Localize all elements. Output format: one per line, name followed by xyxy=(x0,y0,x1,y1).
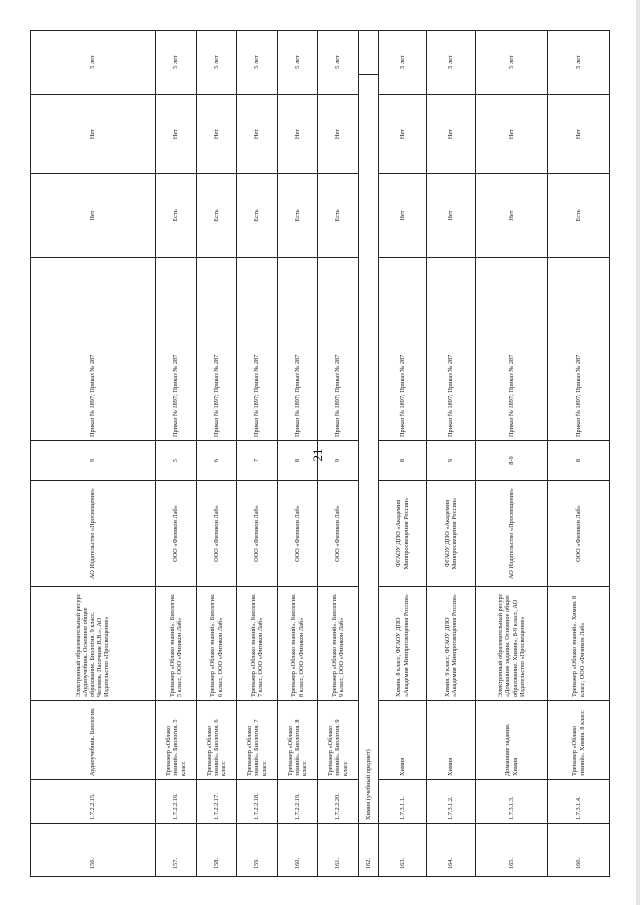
extra-flag: Нет xyxy=(427,94,475,173)
resource-name: Тренажер «Облако знаний». Биология. 7 класс xyxy=(237,700,277,779)
page-number: 21 xyxy=(310,448,325,462)
row-code: 1.7.2.2.18. xyxy=(237,779,277,823)
resource-description: Электронный образовательный ресурс «Аудиоучебник. Основное общее образование. Биология. 9 класс. Человек. Пасечник В.В.», АО Издательство «Просвещение» xyxy=(30,586,155,700)
resource-name: Тренажер «Облако знаний». Биология. 6 класс xyxy=(197,700,236,779)
grade: 7 xyxy=(237,440,277,480)
grade: 9 xyxy=(30,440,155,480)
order-reference: Приказ № 1897; Приказ № 287 xyxy=(197,257,236,440)
availability: Есть xyxy=(197,173,236,257)
order-reference: Приказ № 1897; Приказ № 287 xyxy=(318,257,358,440)
grade: 6 xyxy=(197,440,236,480)
order-reference: Приказ № 1897; Приказ № 287 xyxy=(30,257,155,440)
resource-name: Тренажер «Облако знаний». Биология. 5 класс xyxy=(156,700,196,779)
row-number: 161. xyxy=(318,823,358,877)
term: 5 лет xyxy=(88,55,96,69)
extra-flag: Нет xyxy=(237,94,277,173)
resource-name: Тренажер «Облако знаний». Химия. 8 класс xyxy=(548,700,609,779)
row-code: 1.7.3.1.2. xyxy=(427,779,475,823)
extra-flag: Нет xyxy=(476,94,547,173)
availability: Есть xyxy=(237,173,277,257)
rotated-table xyxy=(30,30,610,877)
row-code: 1.7.2.2.17. xyxy=(197,779,236,823)
section-title: Химия (учебный предмет) xyxy=(359,74,378,823)
row-number: 159. xyxy=(237,823,277,877)
availability: Есть xyxy=(318,173,358,257)
row-number: 160. xyxy=(278,823,317,877)
availability: Есть xyxy=(548,173,609,257)
term: 5 лет xyxy=(398,55,406,69)
order-reference: Приказ № 1897; Приказ № 287 xyxy=(379,257,426,440)
publisher: ООО «Физикон Лаб» xyxy=(548,480,609,586)
extra-flag: Нет xyxy=(197,94,236,173)
resource-name: Домашние задания. Химия xyxy=(476,700,547,779)
resource-description: Тренажер «Облако знаний». Биология. 6 класс, ООО «Физикон Лаб» xyxy=(197,586,236,700)
resource-description: Тренажер «Облако знаний». Биология. 9 класс, ООО «Физикон Лаб» xyxy=(318,586,358,700)
row-number: 164. xyxy=(427,823,475,877)
availability: Нет xyxy=(476,173,547,257)
resource-description: Электронный образовательный ресурс «Домашние задания. Основное общее образование. Химия», 8-9 класс, АО Издательство «Просвещение» xyxy=(476,586,547,700)
term: 5 лет xyxy=(574,55,582,69)
extra-flag: Нет xyxy=(30,94,155,173)
resource-description: Химия. 9 класс, ФГАОУ ДПО «Академия Минпросвещения России» xyxy=(427,586,475,700)
resource-name: Тренажер «Облако знаний». Биология. 9 класс xyxy=(318,700,358,779)
publisher: ООО «Физикон Лаб» xyxy=(237,480,277,586)
row-number: 162. xyxy=(359,823,378,877)
order-reference: Приказ № 1897; Приказ № 287 xyxy=(237,257,277,440)
resource-name: Химия xyxy=(427,700,475,779)
row-code: 1.7.2.2.19. xyxy=(278,779,317,823)
order-reference: Приказ № 1897; Приказ № 287 xyxy=(427,257,475,440)
order-reference: Приказ № 1897; Приказ № 287 xyxy=(548,257,609,440)
resource-name: Тренажер «Облако знаний». Биология. 8 класс xyxy=(278,700,317,779)
term: 5 лет xyxy=(172,55,180,69)
resource-description: Тренажер «Облако знаний». Биология. 7 класс, ООО «Физикон Лаб» xyxy=(237,586,277,700)
resource-description: Тренажер «Облако знаний». Биология. 8 класс, ООО «Физикон Лаб» xyxy=(278,586,317,700)
resource-description: Тренажер «Облако знаний». Химия. 8 класс, ООО «Физикон Лаб» xyxy=(548,586,609,700)
order-reference: Приказ № 1897; Приказ № 287 xyxy=(476,257,547,440)
availability: Есть xyxy=(156,173,196,257)
resource-name: Химия xyxy=(379,700,426,779)
extra-flag: Нет xyxy=(156,94,196,173)
grade: 5 xyxy=(156,440,196,480)
grade: 8-9 xyxy=(476,440,547,480)
row-number: 158. xyxy=(197,823,236,877)
row-code: 1.7.3.1.3. xyxy=(476,779,547,823)
row-number: 165. xyxy=(476,823,547,877)
publisher: ООО «Физикон Лаб» xyxy=(318,480,358,586)
grade: 9 xyxy=(427,440,475,480)
resource-name: Аудиоучебник. Биология. xyxy=(30,700,155,779)
term: 5 лет xyxy=(293,55,301,69)
availability: Нет xyxy=(427,173,475,257)
extra-flag: Нет xyxy=(318,94,358,173)
term: 5 лет xyxy=(334,55,342,69)
publisher: ФГАОУ ДПО «Академия Минпросвещения России» xyxy=(379,480,426,586)
grade: 9 xyxy=(318,440,358,480)
row-code: 1.7.2.2.16. xyxy=(156,779,196,823)
row-code: 1.7.3.1.4. xyxy=(548,779,609,823)
row-code: 1.7.3.1.1. xyxy=(379,779,426,823)
publisher: ФГАОУ ДПО «Академия Минпросвещения России» xyxy=(427,480,475,586)
grade: 8 xyxy=(379,440,426,480)
term: 5 лет xyxy=(447,55,455,69)
publisher: ООО «Физикон Лаб» xyxy=(156,480,196,586)
table-frame xyxy=(30,30,610,877)
grade: 8 xyxy=(548,440,609,480)
publisher: ООО «Физикон Лаб» xyxy=(197,480,236,586)
row-code: 1.7.2.2.20. xyxy=(318,779,358,823)
term: 5 лет xyxy=(253,55,261,69)
row-number: 163. xyxy=(379,823,426,877)
resource-description: Химия. 8 класс, ФГАОУ ДПО «Академия Минпросвещения России» xyxy=(379,586,426,700)
extra-flag: Нет xyxy=(379,94,426,173)
availability: Нет xyxy=(30,173,155,257)
availability: Есть xyxy=(278,173,317,257)
term: 5 лет xyxy=(212,55,220,69)
row-number: 157. xyxy=(156,823,196,877)
order-reference: Приказ № 1897; Приказ № 287 xyxy=(278,257,317,440)
publisher: АО Издательство «Просвещение» xyxy=(476,480,547,586)
extra-flag: Нет xyxy=(278,94,317,173)
extra-flag: Нет xyxy=(548,94,609,173)
row-code: 1.7.2.2.15. xyxy=(30,779,155,823)
resource-description: Тренажер «Облако знаний». Биология. 5 класс, ООО «Физикон Лаб» xyxy=(156,586,196,700)
publisher: ООО «Физикон Лаб» xyxy=(278,480,317,586)
availability: Нет xyxy=(379,173,426,257)
order-reference: Приказ № 1897; Приказ № 287 xyxy=(156,257,196,440)
term: 5 лет xyxy=(507,55,515,69)
grade: 8 xyxy=(278,440,317,480)
row-number: 166. xyxy=(548,823,609,877)
publisher: АО Издательство «Просвещение» xyxy=(30,480,155,586)
row-number: 156. xyxy=(30,823,155,877)
scan-edge xyxy=(636,0,640,905)
